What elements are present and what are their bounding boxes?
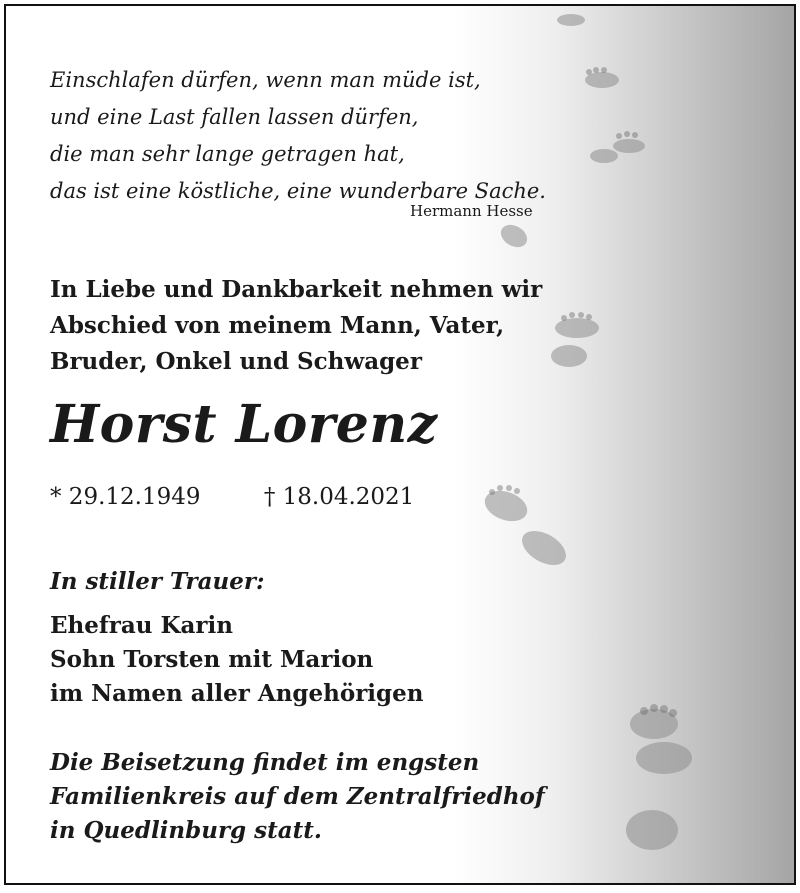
mourner-line: Ehefrau Karin xyxy=(50,612,234,639)
poem-line: das ist eine köstliche, eine wunderbare Sache. xyxy=(50,179,546,203)
intro-line: In Liebe und Dankbarkeit nehmen wir xyxy=(50,276,543,303)
burial-line: Die Beisetzung findet im engsten xyxy=(50,749,480,776)
obituary-notice xyxy=(4,4,796,885)
poem-line: die man sehr lange getragen hat, xyxy=(50,142,405,166)
intro-line: Bruder, Onkel und Schwager xyxy=(50,348,422,375)
mourner-line: im Namen aller Angehörigen xyxy=(50,680,424,707)
poem xyxy=(50,62,546,210)
poem-line: Einschlafen dürfen, wenn man müde ist, xyxy=(50,68,481,92)
intro-line: Abschied von meinem Mann, Vater, xyxy=(50,312,505,339)
mourners-title: In stiller Trauer: xyxy=(50,568,265,595)
burial-line: in Quedlinburg statt. xyxy=(50,817,322,844)
deceased-name: Horst Lorenz xyxy=(50,394,438,455)
burial-notice xyxy=(50,746,545,848)
intro-text xyxy=(50,272,542,380)
birth-date: * 29.12.1949 xyxy=(50,484,201,510)
mourners-list xyxy=(50,609,423,711)
death-date: † 18.04.2021 xyxy=(263,484,415,510)
poem-line: und eine Last fallen lassen dürfen, xyxy=(50,105,419,129)
life-dates xyxy=(50,484,414,510)
poem-author: Hermann Hesse xyxy=(410,202,533,220)
burial-line: Familienkreis auf dem Zentralfriedhof xyxy=(50,783,545,810)
mourner-line: Sohn Torsten mit Marion xyxy=(50,646,374,673)
